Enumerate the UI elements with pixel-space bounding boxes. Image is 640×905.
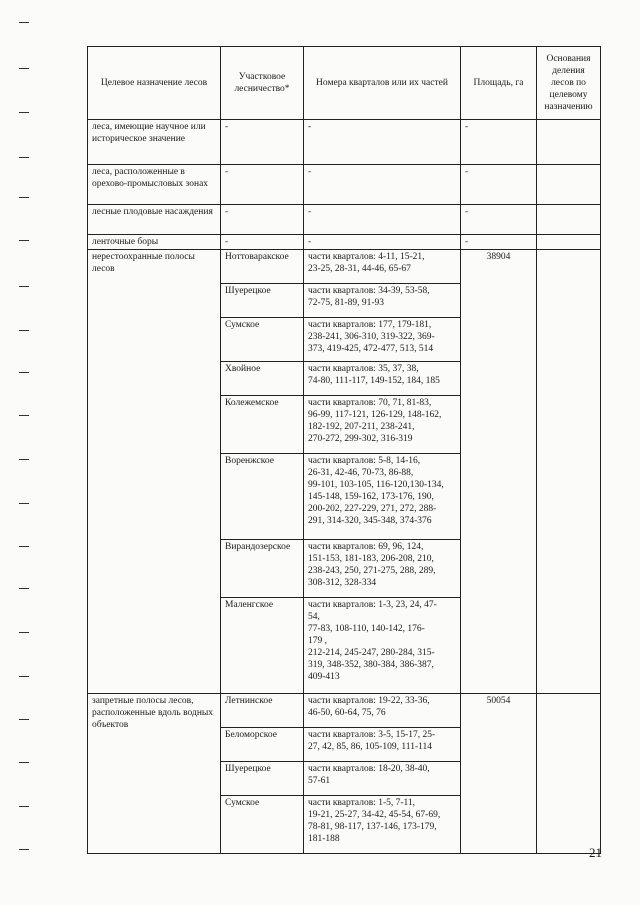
quarters-cell xyxy=(304,598,461,694)
quarters-cell xyxy=(304,284,461,318)
quarters-line: 238-241, 306-310, 319-322, 369- xyxy=(308,332,435,342)
header-district: Участковое лесничество* xyxy=(221,47,304,120)
margin-tick xyxy=(19,546,29,547)
page-number: 21 xyxy=(589,845,602,860)
margin-tick xyxy=(19,632,29,633)
table-row xyxy=(88,250,601,284)
district-cell: - xyxy=(221,120,304,165)
quarters-line: части кварталов: 19-22, 33-36, xyxy=(308,696,430,706)
margin-tick xyxy=(19,372,29,373)
margin-tick xyxy=(19,806,29,807)
header-quarters: Номера кварталов или их частей xyxy=(304,47,461,120)
quarters-line: 319, 348-352, 380-384, 386-387, xyxy=(308,660,434,670)
quarters-line: 23-25, 28-31, 44-46, 65-67 xyxy=(308,264,411,274)
purpose-cell: запретные полосы лесов, расположенные вдоль водных объектов xyxy=(88,694,221,854)
quarters-line: 77-83, 108-110, 140-142, 176- xyxy=(308,624,425,634)
district-cell: Шуерецкое xyxy=(221,284,304,318)
margin-tick xyxy=(19,330,29,331)
basis-cell xyxy=(537,235,601,250)
margin-tick xyxy=(19,240,29,241)
district-cell: Хвойное xyxy=(221,362,304,396)
basis-cell xyxy=(537,165,601,205)
quarters-cell xyxy=(304,396,461,454)
margin-tick xyxy=(19,676,29,677)
quarters-line: 291, 314-320, 345-348, 374-376 xyxy=(308,516,432,526)
table-row xyxy=(88,120,601,165)
quarters-line: 57-61 xyxy=(308,776,331,786)
table-row xyxy=(88,205,601,235)
margin-tick xyxy=(19,503,29,504)
quarters-line: 72-75, 81-89, 91-93 xyxy=(308,298,384,308)
table-row xyxy=(88,165,601,205)
area-cell: - xyxy=(461,165,537,205)
quarters-line: 74-80, 111-117, 149-152, 184, 185 xyxy=(308,376,440,386)
margin-tick xyxy=(19,112,29,113)
district-cell: Летнинское xyxy=(221,694,304,728)
quarters-line: 54, xyxy=(308,612,320,622)
quarters-line: 151-153, 181-183, 206-208, 210, xyxy=(308,554,434,564)
quarters-cell xyxy=(304,796,461,854)
table-body xyxy=(88,120,601,854)
forest-purpose-table xyxy=(87,46,601,854)
quarters-line: 409-413 xyxy=(308,672,340,682)
header-area: Площадь, га xyxy=(461,47,537,120)
quarters-line: 212-214, 245-247, 280-284, 315- xyxy=(308,648,435,658)
quarters-line: 96-99, 117-121, 126-129, 148-162, xyxy=(308,410,442,420)
margin-tick xyxy=(19,286,29,287)
margin-tick xyxy=(19,459,29,460)
header-purpose: Целевое назначение лесов xyxy=(88,47,221,120)
quarters-line: 27, 42, 85, 86, 105-109, 111-114 xyxy=(308,742,433,752)
purpose-cell: леса, расположенные в орехово-промысловых зонах xyxy=(88,165,221,205)
quarters-cell: - xyxy=(304,205,461,235)
district-cell: Беломорское xyxy=(221,728,304,762)
margin-tick xyxy=(19,719,29,720)
margin-tick xyxy=(19,762,29,763)
district-cell: Сумское xyxy=(221,796,304,854)
quarters-cell xyxy=(304,250,461,284)
quarters-line: части кварталов: 3-5, 15-17, 25- xyxy=(308,730,436,740)
quarters-line: 373, 419-425, 472-477, 513, 514 xyxy=(308,344,434,354)
quarters-line: 19-21, 25-27, 34-42, 45-54, 67-69, xyxy=(308,810,441,820)
quarters-cell xyxy=(304,318,461,362)
quarters-line: 145-148, 159-162, 173-176, 190, xyxy=(308,492,434,502)
quarters-line: части кварталов: 18-20, 38-40, xyxy=(308,764,430,774)
district-cell: Колежемское xyxy=(221,396,304,454)
quarters-line: части кварталов: 177, 179-181, xyxy=(308,320,432,330)
header-basis: Основания деления лесов по целевому назначению xyxy=(537,47,601,120)
quarters-line: части кварталов: 5-8, 14-16, xyxy=(308,456,421,466)
quarters-cell: - xyxy=(304,235,461,250)
margin-tick xyxy=(19,22,29,23)
basis-cell xyxy=(537,694,601,854)
quarters-line: части кварталов: 69, 96, 124, xyxy=(308,542,424,552)
table-row xyxy=(88,235,601,250)
basis-cell xyxy=(537,250,601,694)
purpose-cell: ленточные боры xyxy=(88,235,221,250)
basis-cell xyxy=(537,120,601,165)
left-margin-ticks xyxy=(0,0,30,905)
quarters-cell xyxy=(304,728,461,762)
quarters-line: 26-31, 42-46, 70-73, 86-88, xyxy=(308,468,414,478)
quarters-line: 270-272, 299-302, 316-319 xyxy=(308,434,413,444)
quarters-line: 179 , xyxy=(308,636,327,646)
quarters-cell xyxy=(304,694,461,728)
table-row xyxy=(88,694,601,728)
area-cell: 50054 xyxy=(461,694,537,854)
margin-tick xyxy=(19,197,29,198)
area-cell: - xyxy=(461,235,537,250)
district-cell: Маленгское xyxy=(221,598,304,694)
quarters-line: 78-81, 98-117, 137-146, 173-179, xyxy=(308,822,437,832)
district-cell: Воренжское xyxy=(221,454,304,540)
area-cell: - xyxy=(461,120,537,165)
district-cell: Вирандозерское xyxy=(221,540,304,598)
quarters-line: части кварталов: 1-5, 7-11, xyxy=(308,798,416,808)
quarters-cell xyxy=(304,762,461,796)
quarters-line: части кварталов: 34-39, 53-58, xyxy=(308,286,430,296)
quarters-line: части кварталов: 1-3, 23, 24, 47- xyxy=(308,600,437,610)
quarters-line: части кварталов: 4-11, 15-21, xyxy=(308,252,425,262)
header-row xyxy=(88,47,601,120)
margin-tick xyxy=(19,68,29,69)
quarters-cell: - xyxy=(304,120,461,165)
district-cell: Сумское xyxy=(221,318,304,362)
quarters-line: 181-188 xyxy=(308,834,340,844)
district-cell: - xyxy=(221,235,304,250)
area-cell: - xyxy=(461,205,537,235)
quarters-cell xyxy=(304,362,461,396)
quarters-cell xyxy=(304,540,461,598)
purpose-cell: нерестоохранные полосы лесов xyxy=(88,250,221,694)
margin-tick xyxy=(19,157,29,158)
purpose-cell: лесные плодовые насаждения xyxy=(88,205,221,235)
quarters-cell: - xyxy=(304,165,461,205)
margin-tick xyxy=(19,849,29,850)
quarters-line: части кварталов: 70, 71, 81-83, xyxy=(308,398,432,408)
quarters-line: 182-192, 207-211, 238-241, xyxy=(308,422,415,432)
quarters-line: 99-101, 103-105, 116-120,130-134, xyxy=(308,480,444,490)
purpose-cell: леса, имеющие научное или историческое значение xyxy=(88,120,221,165)
area-cell: 38904 xyxy=(461,250,537,694)
quarters-line: 200-202, 227-229, 271, 272, 288- xyxy=(308,504,437,514)
district-cell: Ноттоваракское xyxy=(221,250,304,284)
district-cell: - xyxy=(221,205,304,235)
quarters-line: 46-50, 60-64, 75, 76 xyxy=(308,708,386,718)
quarters-line: 308-312, 328-334 xyxy=(308,578,377,588)
district-cell: - xyxy=(221,165,304,205)
margin-tick xyxy=(19,415,29,416)
quarters-line: 238-243, 250, 271-275, 288, 289, xyxy=(308,566,436,576)
margin-tick xyxy=(19,588,29,589)
quarters-cell xyxy=(304,454,461,540)
quarters-line: части кварталов: 35, 37, 38, xyxy=(308,364,419,374)
basis-cell xyxy=(537,205,601,235)
district-cell: Шуерецкое xyxy=(221,762,304,796)
